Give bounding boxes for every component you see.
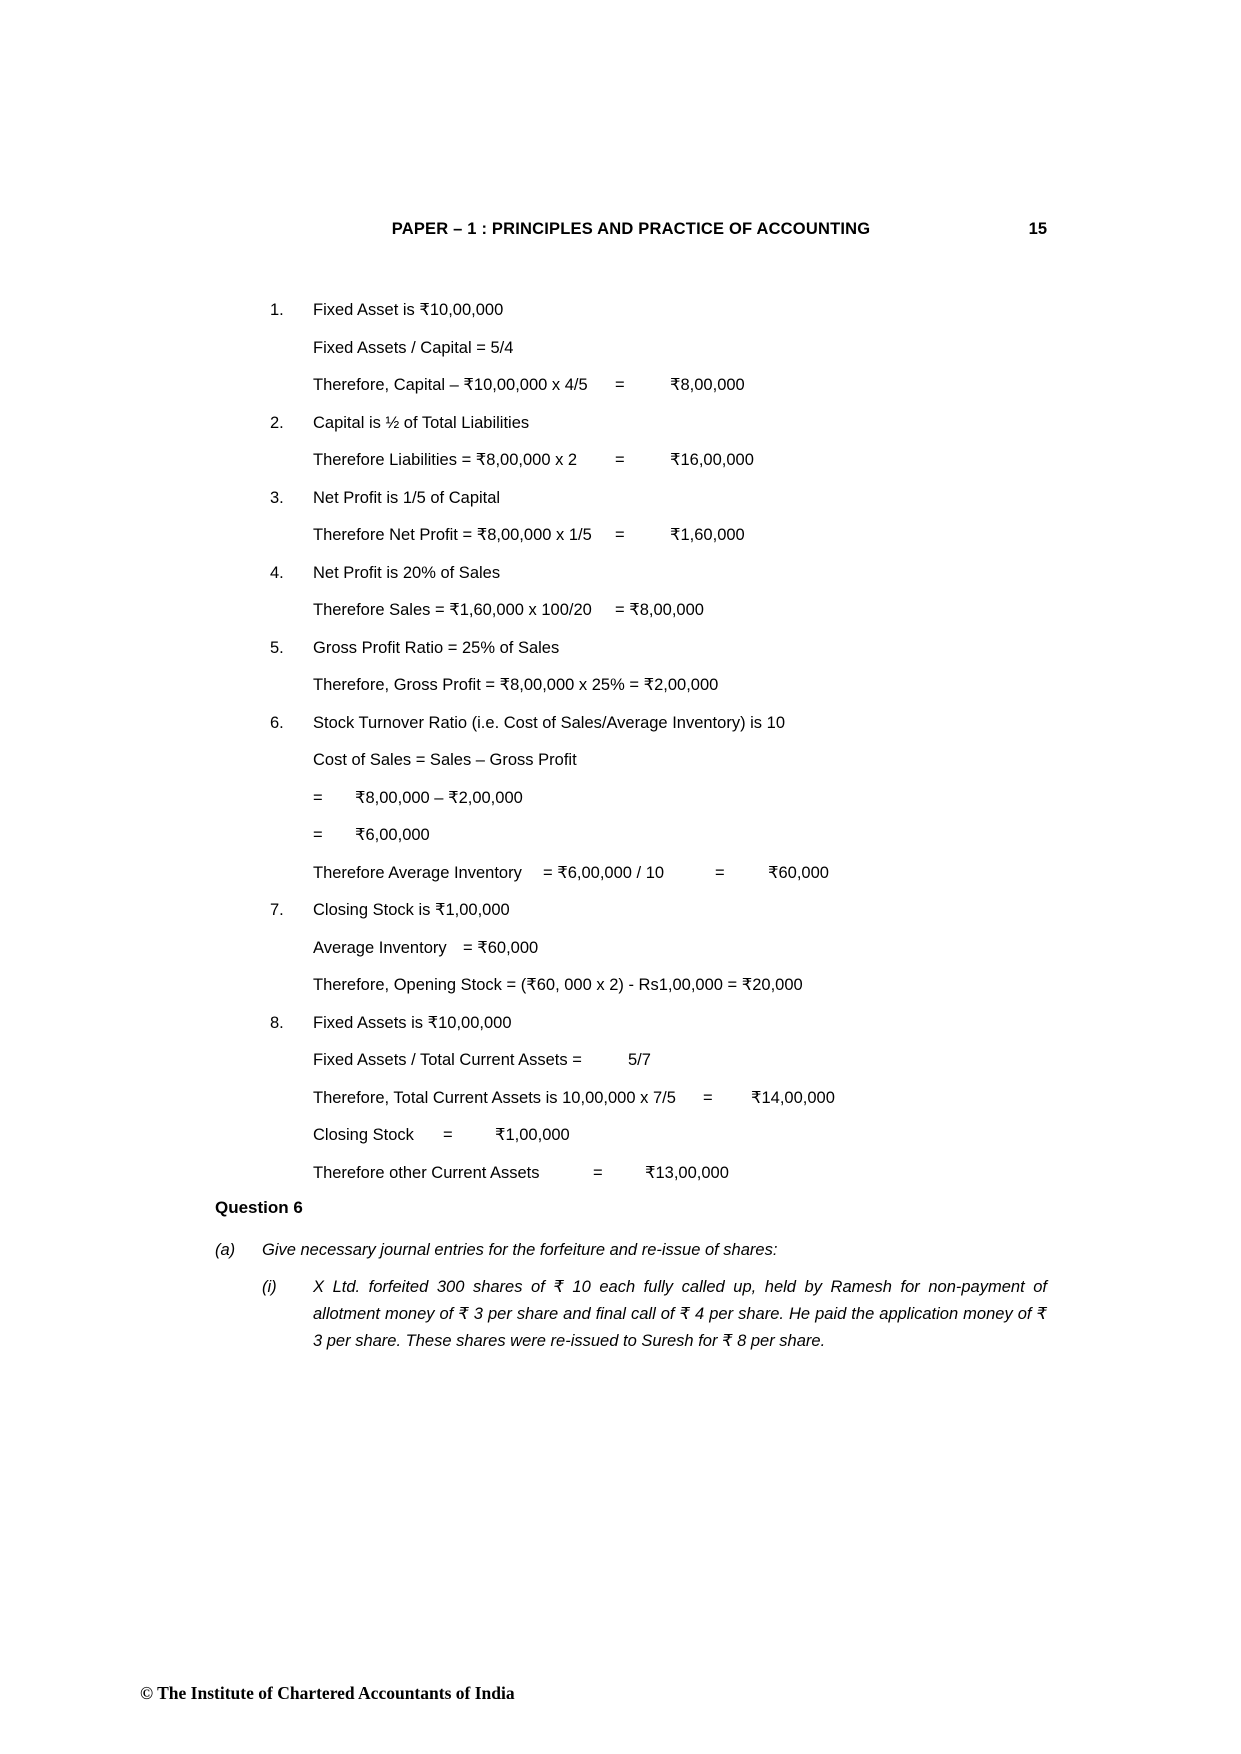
item-number	[270, 817, 313, 855]
page-footer	[140, 1682, 515, 1704]
solution-line-item-6	[270, 780, 1070, 818]
item-number	[270, 930, 313, 968]
item-number	[270, 517, 313, 555]
line-segment: Closing Stock is ₹1,00,000	[313, 901, 510, 919]
item-number: 5.	[270, 638, 284, 657]
solution-line-item-8	[270, 1042, 1070, 1080]
item-number: 3.	[270, 488, 284, 507]
item-number	[270, 1042, 313, 1080]
item-number	[270, 367, 313, 405]
sub-i-text: X Ltd. forfeited 300 shares of ₹ 10 each fully called up, held by Ramesh for non-payment of allotment money of ₹ 3 per share and final call of ₹ 4 per share. He paid the application money of ₹ 3 per share. These shares were re-issued to Suresh for ₹ 8 per share.	[313, 1278, 1047, 1350]
line-segment: =	[703, 1088, 713, 1107]
line-segment: Therefore Liabilities = ₹8,00,000 x 2	[313, 451, 578, 469]
solution-line-item-5	[270, 630, 1070, 668]
item-number	[270, 855, 313, 893]
solution-line-item-5	[270, 667, 1070, 705]
solution-line-item-8	[270, 1005, 1070, 1043]
line-segment: ₹14,00,000	[751, 1088, 835, 1107]
line-segment: ₹8,00,000	[670, 376, 745, 394]
sub-i-label: (i)	[262, 1278, 277, 1296]
solution-line-item-1	[270, 292, 1070, 330]
line-segment: Therefore, Gross Profit = ₹8,00,000 x 25% = ₹2,00,000	[313, 676, 719, 694]
page-title: PAPER – 1 : PRINCIPLES AND PRACTICE OF ACCOUNTING	[391, 220, 871, 238]
item-number	[270, 1080, 313, 1118]
line-segment: =	[615, 451, 625, 469]
part-a-text: Give necessary journal entries for the forfeiture and re-issue of shares:	[262, 1241, 778, 1259]
item-number: 4.	[270, 563, 284, 582]
item-number	[270, 1117, 313, 1155]
question-heading: Question 6	[215, 1198, 303, 1217]
line-segment: Cost of Sales = Sales – Gross Profit	[313, 751, 577, 769]
line-segment: Therefore, Total Current Assets is 10,00,000 x 7/5	[313, 1088, 676, 1107]
line-segment: Therefore Average Inventory	[313, 863, 522, 882]
item-number: 1.	[270, 301, 284, 319]
solution-line-item-3	[270, 480, 1070, 518]
line-segment: = ₹6,00,000 / 10	[543, 863, 665, 882]
solution-line-item-6	[270, 855, 1070, 893]
line-segment: Stock Turnover Ratio (i.e. Cost of Sales/Average Inventory) is 10	[313, 713, 785, 732]
line-segment: Fixed Asset is ₹10,00,000	[313, 301, 504, 319]
line-segment: ₹13,00,000	[645, 1163, 729, 1182]
line-segment: Closing Stock	[313, 1126, 414, 1144]
question-6-section	[215, 1194, 1047, 1355]
page-header	[215, 219, 1047, 239]
solution-line-item-7	[270, 930, 1070, 968]
line-segment: Average Inventory	[313, 938, 447, 957]
solution-line-item-4	[270, 555, 1070, 593]
item-number: 7.	[270, 901, 284, 919]
question-part-a	[215, 1236, 1047, 1264]
solution-line-item-2	[270, 405, 1070, 443]
line-segment: = ₹60,000	[463, 938, 539, 957]
page-number: 15	[1028, 220, 1047, 238]
solution-line-item-7	[270, 892, 1070, 930]
item-number: 8.	[270, 1013, 284, 1032]
line-segment: =	[715, 863, 725, 882]
line-segment: ₹1,00,000	[495, 1126, 570, 1144]
line-segment: ₹16,00,000	[670, 451, 754, 469]
line-segment: 5/7	[628, 1051, 651, 1069]
item-number	[270, 1155, 313, 1193]
line-segment: =	[313, 826, 323, 844]
line-segment: =	[615, 526, 625, 544]
item-number	[270, 780, 313, 818]
solution-line-item-1	[270, 330, 1070, 368]
solution-line-item-2	[270, 442, 1070, 480]
solution-line-item-8	[270, 1117, 1070, 1155]
line-segment: ₹1,60,000	[670, 526, 745, 544]
line-segment: =	[443, 1126, 453, 1144]
line-segment: Therefore other Current Assets	[313, 1163, 540, 1182]
item-number	[270, 330, 313, 368]
solution-line-item-6	[270, 817, 1070, 855]
line-segment: Therefore Net Profit = ₹8,00,000 x 1/5	[313, 526, 592, 544]
line-segment: ₹8,00,000 – ₹2,00,000	[355, 788, 523, 807]
line-segment: Capital is ½ of Total Liabilities	[313, 413, 530, 432]
line-segment: Gross Profit Ratio = 25% of Sales	[313, 638, 560, 657]
solution-list	[270, 292, 1070, 1192]
line-segment: Net Profit is 20% of Sales	[313, 563, 501, 582]
solution-line-item-8	[270, 1155, 1070, 1193]
item-number	[270, 592, 313, 630]
line-segment: Net Profit is 1/5 of Capital	[313, 488, 501, 507]
item-number	[270, 667, 313, 705]
item-number: 6.	[270, 713, 284, 732]
line-segment: Therefore, Capital – ₹10,00,000 x 4/5	[313, 376, 588, 394]
line-segment: Therefore, Opening Stock = (₹60, 000 x 2) - Rs1,00,000 = ₹20,000	[313, 976, 803, 994]
item-number	[270, 742, 313, 780]
solution-line-item-6	[270, 742, 1070, 780]
item-number	[270, 442, 313, 480]
line-segment: ₹6,00,000	[355, 826, 430, 844]
line-segment: Fixed Assets is ₹10,00,000	[313, 1013, 512, 1032]
line-segment: =	[593, 1163, 603, 1182]
line-segment: Fixed Assets / Capital = 5/4	[313, 338, 514, 357]
line-segment: = ₹8,00,000	[615, 601, 704, 619]
solution-line-item-8	[270, 1080, 1070, 1118]
item-number: 2.	[270, 413, 284, 432]
solution-line-item-3	[270, 517, 1070, 555]
solution-line-item-4	[270, 592, 1070, 630]
question-sub-i	[262, 1274, 1047, 1355]
solution-line-item-7	[270, 967, 1070, 1005]
item-number	[270, 967, 313, 1005]
solution-line-item-1	[270, 367, 1070, 405]
line-segment: ₹60,000	[768, 863, 829, 882]
part-a-label: (a)	[215, 1241, 236, 1259]
line-segment: Fixed Assets / Total Current Assets =	[313, 1051, 582, 1069]
line-segment: =	[313, 788, 323, 807]
solution-line-item-6	[270, 705, 1070, 743]
line-segment: Therefore Sales = ₹1,60,000 x 100/20	[313, 601, 592, 619]
line-segment: =	[615, 376, 625, 394]
copyright-text: © The Institute of Chartered Accountants of India	[140, 1683, 515, 1703]
